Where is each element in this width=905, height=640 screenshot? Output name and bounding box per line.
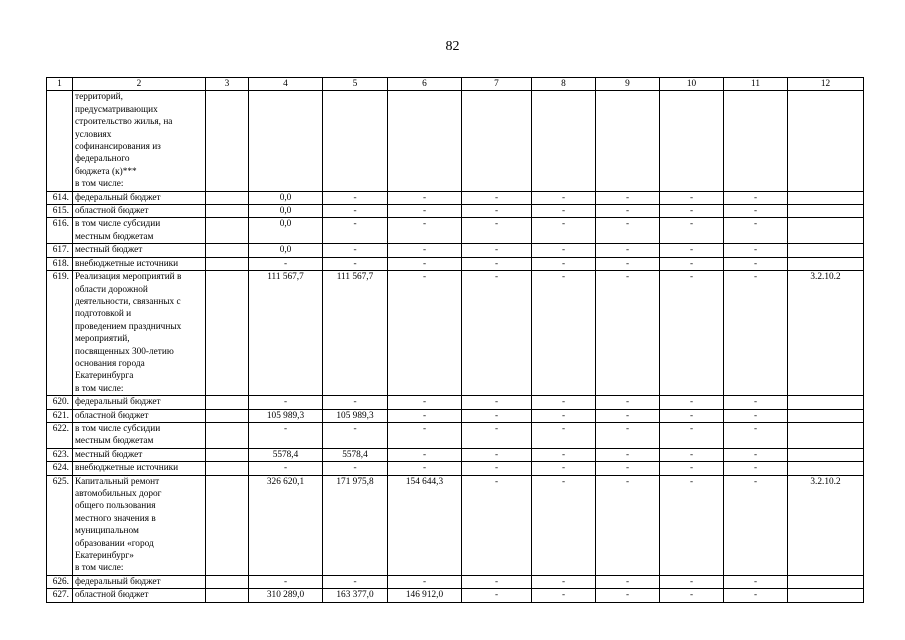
col-7-value: - [462, 448, 532, 461]
col-10-value: - [660, 191, 724, 204]
row-number: 619. [47, 271, 73, 396]
col-8-value: - [532, 448, 596, 461]
item-name [73, 191, 206, 204]
table-row [47, 191, 864, 204]
table-row [47, 257, 864, 270]
col-5-value: - [323, 257, 388, 270]
col-7-value: - [462, 575, 532, 588]
item-name-line: внебюджетные источники [75, 463, 179, 474]
item-name-line: в том числе: [75, 383, 124, 394]
col-4-value: 0,0 [249, 244, 323, 257]
col-11-value: - [724, 448, 788, 461]
col-6-value: 154 644,3 [388, 475, 462, 575]
item-name-line: предусматривающих [75, 104, 158, 115]
item-name-line: мероприятий, [75, 334, 130, 345]
item-name [73, 448, 206, 461]
col-9-value: - [596, 271, 660, 396]
col-12-value [788, 205, 864, 218]
col-5-value: 105 989,3 [323, 409, 388, 422]
col-3-value [206, 205, 249, 218]
col-4-value [249, 91, 323, 191]
col-9-value [596, 91, 660, 191]
item-name-line: федерального [75, 154, 130, 165]
col-3-value [206, 448, 249, 461]
col-4-value: - [249, 396, 323, 409]
col-5-value: 163 377,0 [323, 589, 388, 602]
col-9-value: - [596, 205, 660, 218]
row-number: 624. [47, 462, 73, 475]
item-name-line: местного значения в [75, 513, 156, 524]
table-row [47, 589, 864, 602]
col-10-value: - [660, 422, 724, 448]
item-name-line: местным бюджетам [75, 436, 154, 447]
item-name-line: Реализация мероприятий в [75, 272, 182, 283]
col-9-value: - [596, 448, 660, 461]
item-name-line: Екатеринбург» [75, 551, 134, 562]
col-10-value: - [660, 462, 724, 475]
item-name-line: территорий, [75, 92, 123, 103]
row-number: 620. [47, 396, 73, 409]
item-name-line: в том числе субсидии [75, 423, 161, 434]
col-11-value: - [724, 575, 788, 588]
column-number: 2 [73, 78, 206, 91]
col-12-value: 3.2.10.2 [788, 271, 864, 396]
column-number: 11 [724, 78, 788, 91]
item-name-line: Капитальный ремонт [75, 476, 160, 487]
item-name-line: строительство жилья, на [75, 117, 173, 128]
item-name-line: в том числе: [75, 563, 124, 574]
col-11-value: - [724, 462, 788, 475]
row-number: 614. [47, 191, 73, 204]
col-6-value: - [388, 218, 462, 244]
col-9-value: - [596, 244, 660, 257]
col-3-value [206, 91, 249, 191]
col-5-value: - [323, 422, 388, 448]
column-number: 12 [788, 78, 864, 91]
col-5-value: - [323, 575, 388, 588]
row-number: 623. [47, 448, 73, 461]
col-3-value [206, 271, 249, 396]
col-7-value: - [462, 462, 532, 475]
column-number: 7 [462, 78, 532, 91]
row-number: 627. [47, 589, 73, 602]
budget-table [46, 77, 864, 603]
item-name-line: основания города [75, 358, 145, 369]
table-row [47, 575, 864, 588]
item-name-line: внебюджетные источники [75, 258, 179, 269]
item-name-line: бюджета (к)*** [75, 166, 137, 177]
table-row [47, 462, 864, 475]
col-11-value: - [724, 475, 788, 575]
item-name [73, 218, 206, 244]
row-number: 615. [47, 205, 73, 218]
item-name-line: условиях [75, 129, 112, 140]
item-name-line: местным бюджетам [75, 231, 154, 242]
item-name-line: местный бюджет [75, 245, 143, 256]
col-10-value: - [660, 575, 724, 588]
column-number: 8 [532, 78, 596, 91]
col-4-value: 326 620,1 [249, 475, 323, 575]
item-name-line: федеральный бюджет [75, 192, 161, 203]
table-row [47, 218, 864, 244]
col-9-value: - [596, 218, 660, 244]
item-name [73, 422, 206, 448]
col-8-value: - [532, 409, 596, 422]
col-4-value: - [249, 422, 323, 448]
col-3-value [206, 218, 249, 244]
col-5-value: - [323, 244, 388, 257]
col-6-value: - [388, 422, 462, 448]
col-11-value: - [724, 191, 788, 204]
col-4-value: 310 289,0 [249, 589, 323, 602]
item-name-line: областной бюджет [75, 590, 149, 601]
table-row [47, 205, 864, 218]
row-number: 626. [47, 575, 73, 588]
col-11-value: - [724, 589, 788, 602]
col-5-value: - [323, 191, 388, 204]
item-name-line: общего пользования [75, 501, 156, 512]
col-8-value: - [532, 396, 596, 409]
col-4-value: 0,0 [249, 191, 323, 204]
table-row [47, 422, 864, 448]
col-10-value: - [660, 589, 724, 602]
row-number: 625. [47, 475, 73, 575]
col-6-value: - [388, 462, 462, 475]
item-name [73, 409, 206, 422]
table-row [47, 91, 864, 191]
item-name-line: посвященных 300-летию [75, 346, 174, 357]
row-number: 622. [47, 422, 73, 448]
col-7-value: - [462, 218, 532, 244]
item-name-line: области дорожной [75, 284, 148, 295]
col-9-value: - [596, 396, 660, 409]
item-name-line: софинансирования из [75, 142, 161, 153]
item-name [73, 91, 206, 191]
col-3-value [206, 409, 249, 422]
item-name-line: муниципальном [75, 526, 139, 537]
col-5-value [323, 91, 388, 191]
table-row [47, 409, 864, 422]
col-12-value [788, 422, 864, 448]
item-name [73, 475, 206, 575]
col-6-value: - [388, 448, 462, 461]
col-4-value: - [249, 462, 323, 475]
col-9-value: - [596, 409, 660, 422]
col-10-value: - [660, 409, 724, 422]
column-number: 1 [47, 78, 73, 91]
col-3-value [206, 244, 249, 257]
col-12-value [788, 244, 864, 257]
item-name [73, 575, 206, 588]
column-number: 6 [388, 78, 462, 91]
col-11-value: - [724, 205, 788, 218]
col-12-value [788, 218, 864, 244]
item-name-line: подготовкой и [75, 309, 132, 320]
col-8-value: - [532, 575, 596, 588]
item-name-line: областной бюджет [75, 410, 149, 421]
item-name [73, 244, 206, 257]
table-row [47, 448, 864, 461]
item-name [73, 589, 206, 602]
col-8-value: - [532, 422, 596, 448]
col-3-value [206, 462, 249, 475]
col-10-value: - [660, 257, 724, 270]
col-12-value [788, 409, 864, 422]
col-9-value: - [596, 191, 660, 204]
item-name-line: проведением праздничных [75, 321, 182, 332]
col-11-value: - [724, 396, 788, 409]
col-3-value [206, 422, 249, 448]
item-name-line: деятельности, связанных с [75, 296, 181, 307]
row-number: 616. [47, 218, 73, 244]
item-name-line: федеральный бюджет [75, 576, 161, 587]
col-6-value: - [388, 191, 462, 204]
col-6-value: - [388, 575, 462, 588]
col-5-value: - [323, 462, 388, 475]
col-7-value: - [462, 257, 532, 270]
col-11-value: - [724, 271, 788, 396]
col-4-value: - [249, 257, 323, 270]
item-name-line: местный бюджет [75, 449, 143, 460]
item-name [73, 271, 206, 396]
col-8-value: - [532, 244, 596, 257]
col-5-value: 171 975,8 [323, 475, 388, 575]
col-3-value [206, 475, 249, 575]
col-3-value [206, 589, 249, 602]
col-9-value: - [596, 575, 660, 588]
col-12-value [788, 396, 864, 409]
item-name-line: в том числе субсидии [75, 219, 161, 230]
column-number-row [47, 78, 864, 91]
col-11-value: - [724, 422, 788, 448]
col-10-value [660, 91, 724, 191]
row-number: 617. [47, 244, 73, 257]
col-10-value: - [660, 475, 724, 575]
col-11-value [724, 91, 788, 191]
col-6-value: - [388, 396, 462, 409]
col-8-value [532, 91, 596, 191]
col-12-value [788, 448, 864, 461]
col-8-value: - [532, 191, 596, 204]
item-name-line: образовании «город [75, 538, 154, 549]
col-10-value: - [660, 448, 724, 461]
column-number: 10 [660, 78, 724, 91]
column-number: 9 [596, 78, 660, 91]
row-number: 621. [47, 409, 73, 422]
col-7-value: - [462, 396, 532, 409]
col-8-value: - [532, 589, 596, 602]
col-6-value: - [388, 205, 462, 218]
col-8-value: - [532, 218, 596, 244]
col-10-value: - [660, 205, 724, 218]
table-row [47, 271, 864, 396]
col-5-value: - [323, 218, 388, 244]
item-name [73, 205, 206, 218]
col-5-value: - [323, 396, 388, 409]
col-8-value: - [532, 205, 596, 218]
item-name-line: Екатеринбурга [75, 371, 134, 382]
col-10-value: - [660, 271, 724, 396]
item-name-line: автомобильных дорог [75, 489, 162, 499]
col-9-value: - [596, 475, 660, 575]
col-7-value: - [462, 475, 532, 575]
item-name [73, 257, 206, 270]
col-12-value [788, 462, 864, 475]
col-11-value: - [724, 244, 788, 257]
item-name [73, 462, 206, 475]
col-6-value: 146 912,0 [388, 589, 462, 602]
col-7-value: - [462, 205, 532, 218]
col-4-value: 111 567,7 [249, 271, 323, 396]
column-number: 5 [323, 78, 388, 91]
page-number: 82 [445, 39, 460, 54]
col-7-value: - [462, 191, 532, 204]
col-12-value [788, 91, 864, 191]
col-6-value: - [388, 257, 462, 270]
col-7-value [462, 91, 532, 191]
col-5-value: 111 567,7 [323, 271, 388, 396]
col-8-value: - [532, 257, 596, 270]
col-12-value [788, 257, 864, 270]
col-3-value [206, 396, 249, 409]
row-number [47, 91, 73, 191]
col-11-value: - [724, 257, 788, 270]
col-4-value: 0,0 [249, 205, 323, 218]
col-6-value: - [388, 244, 462, 257]
col-5-value: 5578,4 [323, 448, 388, 461]
col-6-value: - [388, 409, 462, 422]
col-4-value: 105 989,3 [249, 409, 323, 422]
col-7-value: - [462, 271, 532, 396]
col-6-value: - [388, 271, 462, 396]
col-12-value: 3.2.10.2 [788, 475, 864, 575]
item-name [73, 396, 206, 409]
col-11-value: - [724, 409, 788, 422]
col-8-value: - [532, 462, 596, 475]
col-12-value [788, 589, 864, 602]
col-7-value: - [462, 589, 532, 602]
col-9-value: - [596, 257, 660, 270]
row-number: 618. [47, 257, 73, 270]
col-8-value: - [532, 475, 596, 575]
col-12-value [788, 575, 864, 588]
col-9-value: - [596, 422, 660, 448]
table-row [47, 244, 864, 257]
item-name-line: федеральный бюджет [75, 397, 161, 408]
table-body [47, 78, 864, 603]
col-4-value: 5578,4 [249, 448, 323, 461]
col-3-value [206, 191, 249, 204]
col-8-value: - [532, 271, 596, 396]
col-7-value: - [462, 244, 532, 257]
col-10-value: - [660, 218, 724, 244]
col-9-value: - [596, 589, 660, 602]
table-row [47, 396, 864, 409]
table-row [47, 475, 864, 575]
col-12-value [788, 191, 864, 204]
col-3-value [206, 575, 249, 588]
col-7-value: - [462, 409, 532, 422]
col-4-value: - [249, 575, 323, 588]
item-name-line: областной бюджет [75, 206, 149, 217]
col-6-value [388, 91, 462, 191]
col-7-value: - [462, 422, 532, 448]
col-11-value: - [724, 218, 788, 244]
col-5-value: - [323, 205, 388, 218]
col-9-value: - [596, 462, 660, 475]
col-10-value: - [660, 396, 724, 409]
item-name-line: в том числе: [75, 179, 124, 190]
column-number: 3 [206, 78, 249, 91]
col-10-value: - [660, 244, 724, 257]
col-3-value [206, 257, 249, 270]
col-4-value: 0,0 [249, 218, 323, 244]
column-number: 4 [249, 78, 323, 91]
